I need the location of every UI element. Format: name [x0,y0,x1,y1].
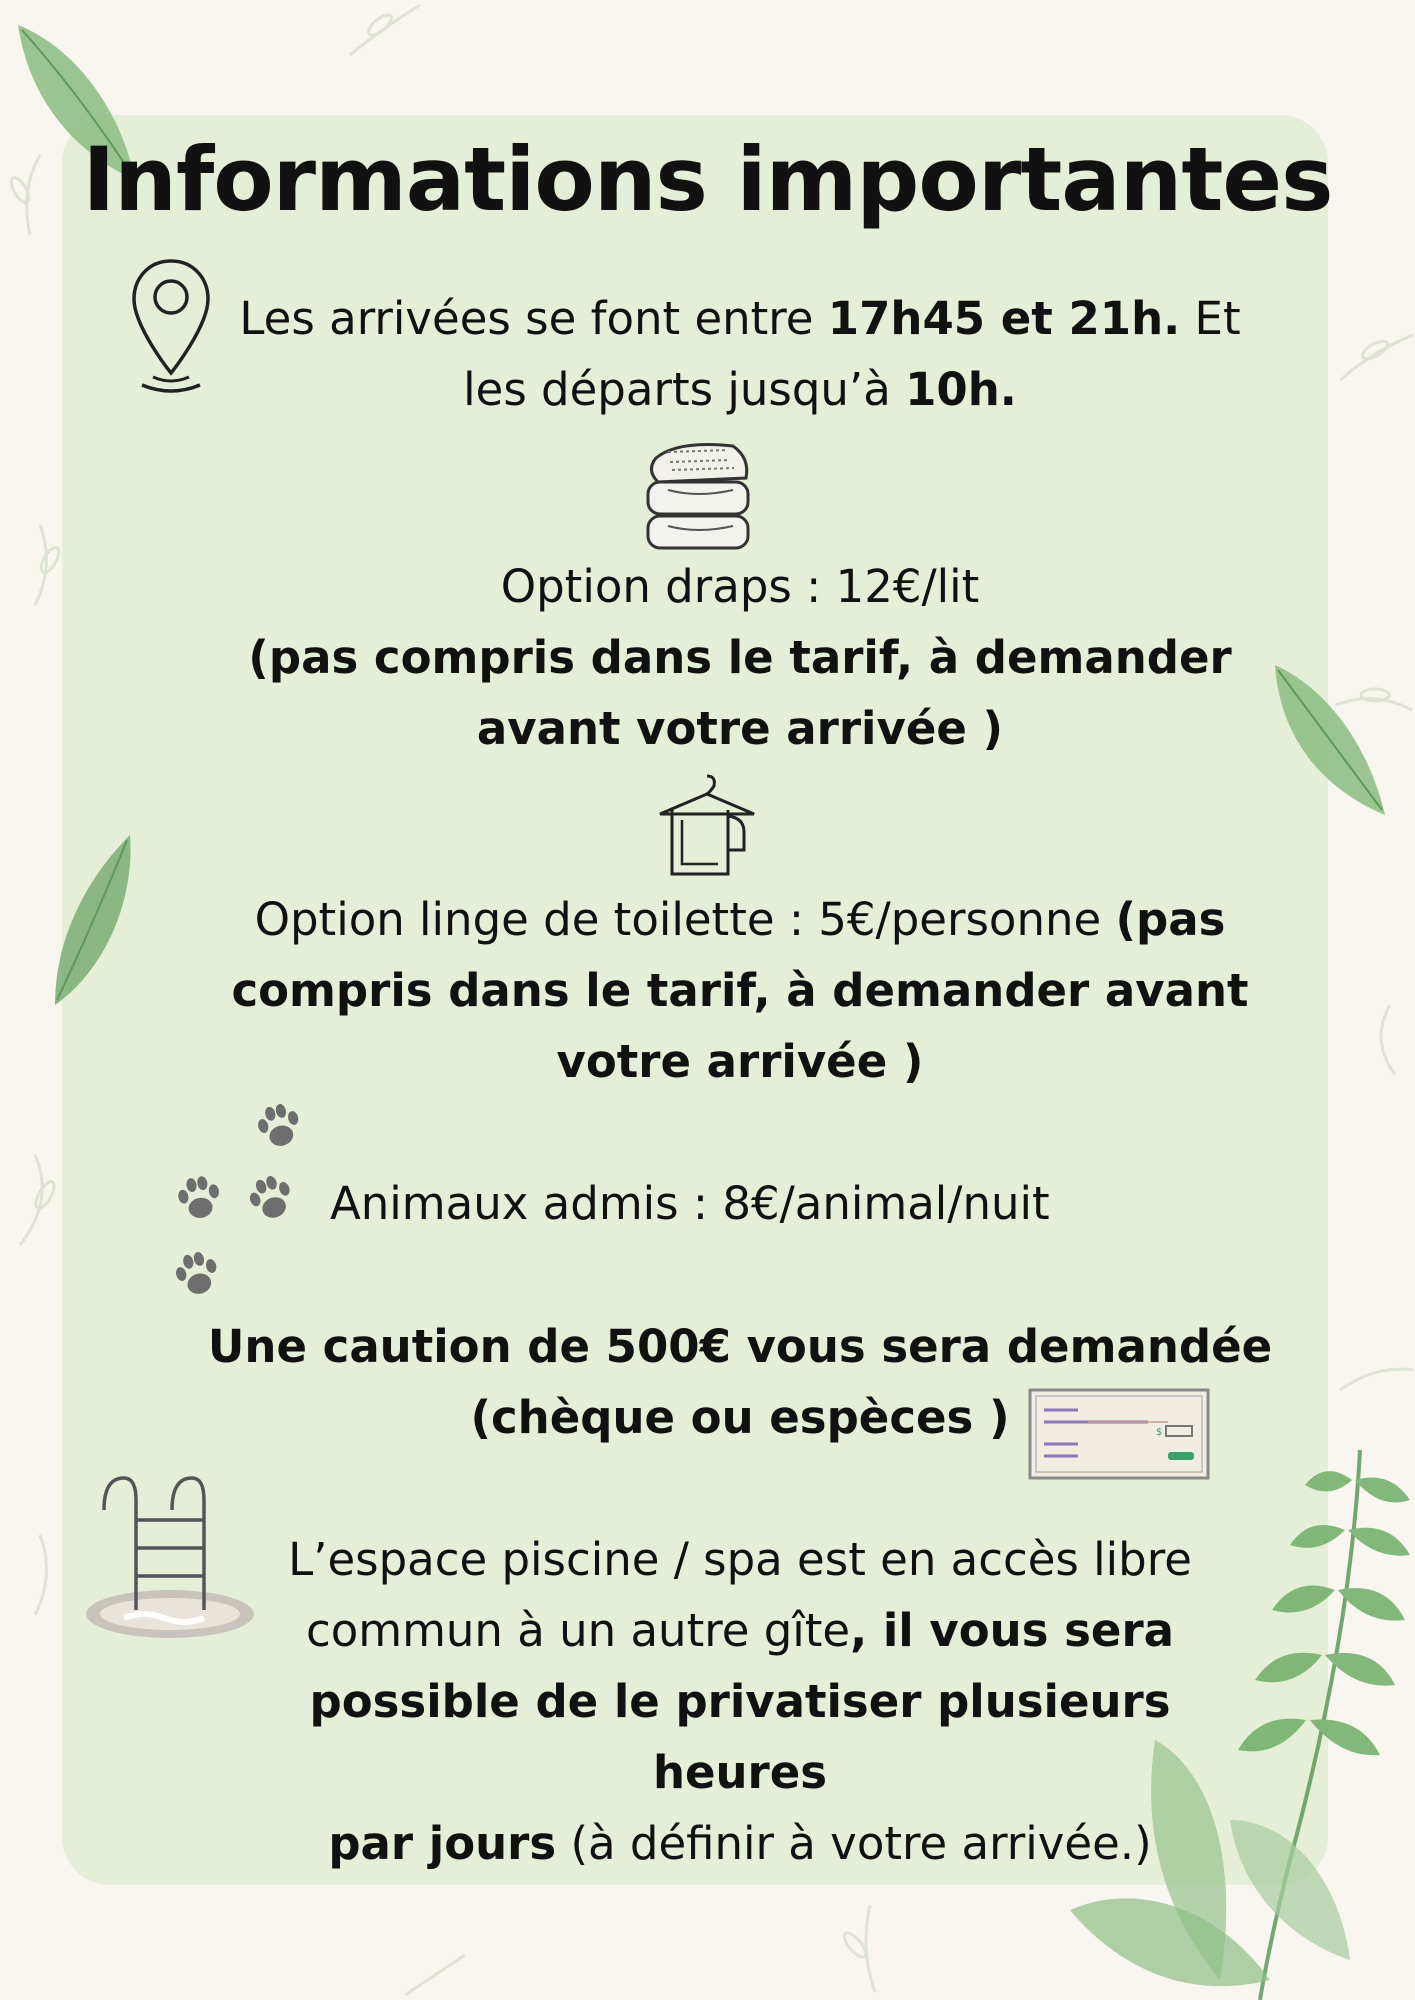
sprig-decoration-icon [10,520,70,610]
towels-option [150,884,1330,1097]
paw-print-icon [172,1172,226,1226]
sprig-decoration-icon [400,1950,470,2000]
sprig-decoration-icon [10,1530,70,1620]
towels-price: Option linge de toilette : 5€/personne [254,893,1116,946]
sprig-decoration-icon [1335,1340,1415,1410]
sheets-note: (pas compris dans le tarif, à demander [248,631,1232,684]
sprig-decoration-icon [1360,1000,1415,1080]
towels-note: (pas [1115,893,1226,946]
page-title: Informations importantes [82,128,1333,231]
sprig-decoration-icon [830,1900,910,1995]
deposit-method: (chèque ou espèces ) [470,1391,1010,1444]
pets-info: Animaux admis : 8€/animal/nuit [330,1177,1050,1230]
pool-shared: commun à un autre gîte [305,1604,851,1657]
pool-private: par jours [328,1817,557,1870]
arrival-text: Les arrivées se font entre [239,292,828,345]
sheets-price: Option draps : 12€/lit [500,560,980,613]
departure-hour: 10h. [905,363,1017,416]
paw-print-icon [170,1248,224,1302]
paw-print-icon [252,1100,306,1154]
arrival-text: Et [1180,292,1241,345]
paw-print-icon [244,1172,298,1226]
pool-private: possible de le privatiser plusieurs heures [309,1675,1171,1799]
sheets-note: avant votre arrivée ) [476,702,1004,755]
arrival-info [220,283,1260,425]
fern-decoration-icon [1060,1440,1415,2000]
leaf-decoration-icon [45,830,135,1010]
pool-access: L’espace piscine / spa est en accès libre [288,1533,1192,1586]
deposit-amount: Une caution de 500€ vous sera demandée [207,1320,1273,1373]
towels-note: votre arrivée ) [556,1035,924,1088]
sprig-decoration-icon [1335,320,1415,390]
sheets-option [160,551,1320,764]
departure-text: les départs jusqu’à [463,363,906,416]
location-pin-icon [128,255,214,400]
arrival-hours: 17h45 et 21h. [827,292,1181,345]
pool-private: , il vous sera [850,1604,1175,1657]
svg-text:$: $ [1156,1427,1163,1438]
folded-sheets-icon [638,438,758,556]
towels-note: compris dans le tarif, à demander avant [231,964,1249,1017]
towel-hanger-icon [652,770,762,880]
sprig-decoration-icon [0,1150,65,1250]
sprig-decoration-icon [340,0,430,60]
pool-note: (à définir à votre arrivée.) [556,1817,1152,1870]
